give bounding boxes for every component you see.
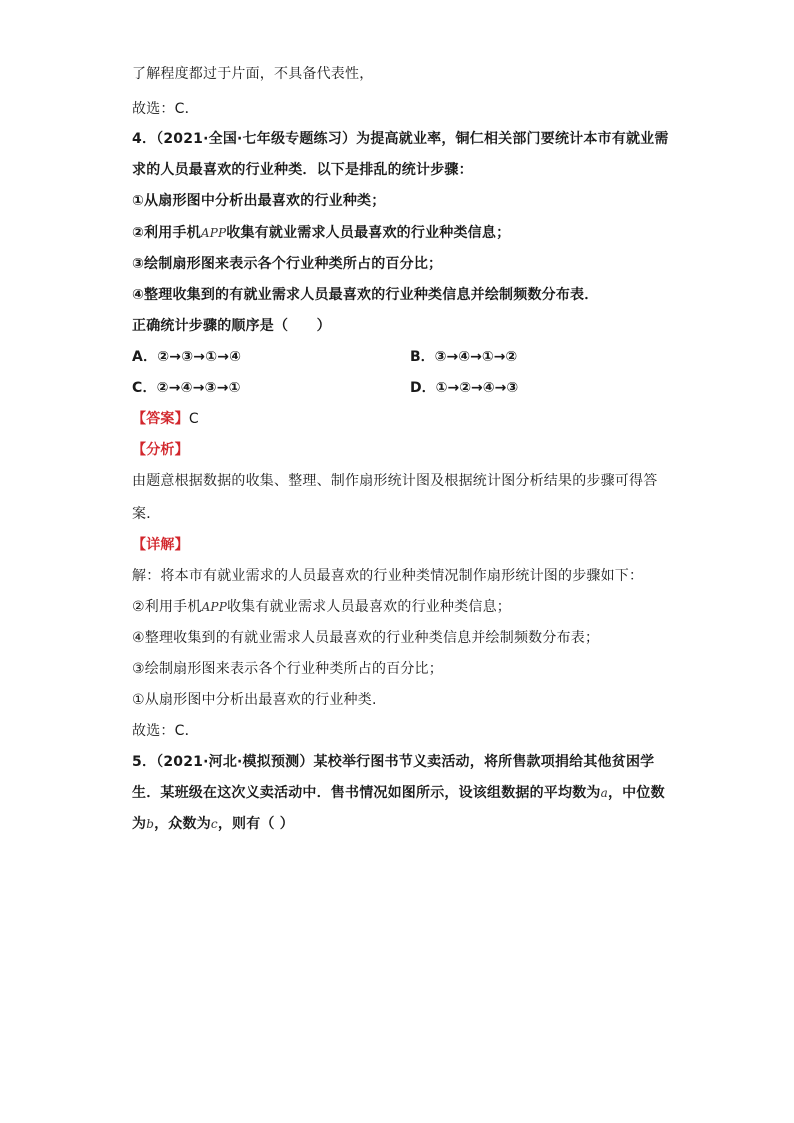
step-item: ③绘制扇形图来表示各个行业种类所占的百分比； (132, 256, 443, 272)
text-fragment: ，众数为 (154, 816, 211, 832)
text-fragment: 收集有就业需求人员最喜欢的行业种类信息； (226, 599, 511, 615)
text-fragment: APP (201, 600, 227, 614)
analysis-tag: 【分析】 (132, 442, 189, 458)
variable-a: a (600, 786, 608, 800)
text-fragment: ，中位数 (607, 785, 665, 801)
detail-text (132, 597, 511, 617)
answer-value: C (188, 411, 199, 427)
question-5-stem (132, 783, 665, 803)
detail-tag: 【详解】 (132, 537, 189, 553)
option-a: A．②→③→①→④ (132, 349, 242, 365)
answer-tag: 【答案】 (132, 411, 189, 427)
detail-text: 故选：C． (132, 723, 199, 739)
question-prompt: 正确统计步骤的顺序是（ ） (132, 318, 331, 334)
variable-c: c (210, 817, 218, 831)
step-item: ④整理收集到的有就业需求人员最喜欢的行业种类信息并绘制频数分布表． (132, 287, 599, 303)
question-5-stem: 5．（2021·河北·模拟预测）某校举行图书节义卖活动，将所售款项捐给其他贫困学 (132, 754, 655, 770)
analysis-tag-line (132, 440, 189, 460)
text-fragment: ，则有（ ） (217, 816, 294, 832)
option-b: B．③→④→①→② (410, 349, 518, 365)
option-c: C．②→④→③→① (132, 380, 241, 396)
question-4-stem: 4．（2021·全国·七年级专题练习）为提高就业率，铜仁相关部门要统计本市有就业需 (132, 131, 669, 147)
detail-tag-line (132, 535, 189, 555)
text-fragment: 生．某班级在这次义卖活动中．售书情况如图所示，设该组数据的平均数为 (132, 785, 601, 801)
text-fragment: APP (200, 226, 227, 240)
step-item: ①从扇形图中分析出最喜欢的行业种类； (132, 193, 386, 209)
analysis-text: 由题意根据数据的收集、整理、制作扇形统计图及根据统计图分析结果的步骤可得答 (132, 473, 658, 489)
analysis-text: 案． (132, 506, 161, 522)
detail-text: 解：将本市有就业需求的人员最喜欢的行业种类情况制作扇形统计图的步骤如下： (132, 568, 644, 584)
detail-text: ③绘制扇形图来表示各个行业种类所占的百分比； (132, 661, 443, 677)
question-5-stem (132, 814, 294, 834)
question-4-stem: 求的人员最喜欢的行业种类．以下是排乱的统计步骤： (132, 162, 473, 178)
text-line: 了解程度都过于片面，不具备代表性， (132, 66, 374, 82)
step-item (132, 223, 510, 243)
option-d: D．①→②→④→③ (410, 380, 519, 396)
text-fragment: ②利用手机 (132, 225, 201, 241)
detail-text: ①从扇形图中分析出最喜欢的行业种类. (132, 692, 377, 708)
text-fragment: 收集有就业需求人员最喜欢的行业种类信息； (226, 225, 511, 241)
text-fragment: ②利用手机 (132, 599, 202, 615)
text-fragment: 为 (132, 816, 147, 832)
text-line: 故选：C． (132, 101, 199, 117)
detail-text: ④整理收集到的有就业需求人员最喜欢的行业种类信息并绘制频数分布表； (132, 630, 600, 646)
variable-b: b (146, 817, 155, 831)
answer-line (132, 409, 199, 429)
